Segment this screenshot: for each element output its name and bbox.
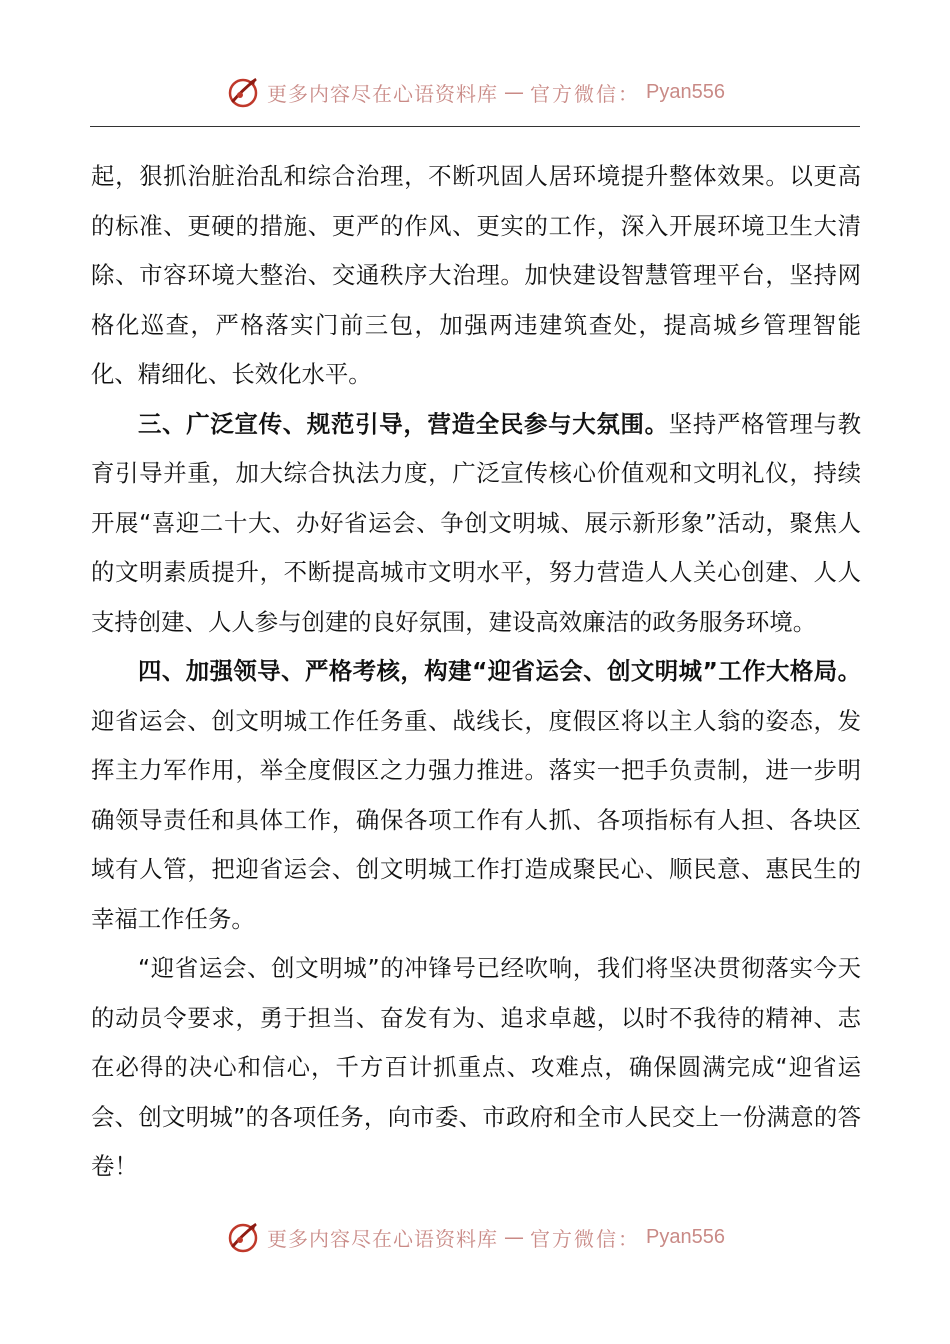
paragraph-section-four bbox=[91, 647, 861, 944]
brand-logo-icon bbox=[225, 1219, 261, 1255]
header-divider bbox=[90, 126, 860, 127]
header-banner-wechat-label: 官方微信： bbox=[530, 81, 641, 106]
header-banner-inner bbox=[225, 74, 725, 110]
footer-banner-inner bbox=[225, 1219, 725, 1255]
section-three-text: 坚持严格管理与教育引导并重，加大综合执法力度，广泛宣传核心价值观和文明礼仪，持续开展“喜迎二十大、办好省运会、争创文明城、展示新形象”活动，聚焦人的文明素质提升，不断提高城市文明水平，努力营造人人关心创建、人人支持创建、人人参与创建的良好氛围，建设高效廉洁的政务服务环境。 bbox=[91, 409, 862, 636]
header-banner bbox=[0, 70, 950, 114]
header-banner-text: 更多内容尽在心语资料库 bbox=[267, 81, 499, 106]
footer-banner bbox=[0, 1215, 950, 1259]
header-banner-separator: — bbox=[504, 80, 525, 104]
footer-banner-wechat-id: Pyan556 bbox=[646, 1225, 725, 1248]
section-four-text: 迎省运会、创文明城工作任务重、战线长，度假区将以主人翁的姿态，发挥主力军作用，举全度假区之力强力推进。落实一把手负责制，进一步明确领导责任和具体工作，确保各项工作有人抓、各项指标有人担、各块区域有人管，把迎省运会、创文明城工作打造成聚民心、顺民意、惠民生的幸福工作任务。 bbox=[91, 706, 861, 933]
section-four-heading: 四、加强领导、严格考核，构建“迎省运会、创文明城”工作大格局。 bbox=[138, 657, 861, 685]
brand-logo-icon bbox=[225, 74, 261, 110]
section-three-heading: 三、广泛宣传、规范引导，营造全民参与大氛围。 bbox=[138, 409, 669, 438]
footer-banner-wechat-label: 官方微信： bbox=[530, 1226, 641, 1251]
document-body bbox=[91, 152, 861, 1192]
footer-banner-text: 更多内容尽在心语资料库 bbox=[267, 1226, 499, 1251]
paragraph-continuation: 起，狠抓治脏治乱和综合治理，不断巩固人居环境提升整体效果。以更高的标准、更硬的措施、更严的作风、更实的工作，深入开展环境卫生大清除、市容环境大整治、交通秩序大治理。加快建设智慧管理平台，坚持网格化巡查，严格落实门前三包，加强两违建筑查处，提高城乡管理智能化、精细化、长效化水平。 bbox=[91, 162, 861, 388]
paragraph-closing: “迎省运会、创文明城”的冲锋号已经吹响，我们将坚决贯彻落实今天的动员令要求，勇于担当、奋发有为、追求卓越，以时不我待的精神、志在必得的决心和信心，千方百计抓重点、攻难点，确保圆满完成“迎省运会、创文明城”的各项任务，向市委、市政府和全市人民交上一份满意的答卷！ bbox=[91, 954, 861, 1180]
header-banner-wechat-id: Pyan556 bbox=[646, 80, 725, 103]
footer-banner-separator: — bbox=[504, 1225, 525, 1249]
paragraph-section-three bbox=[91, 400, 861, 648]
